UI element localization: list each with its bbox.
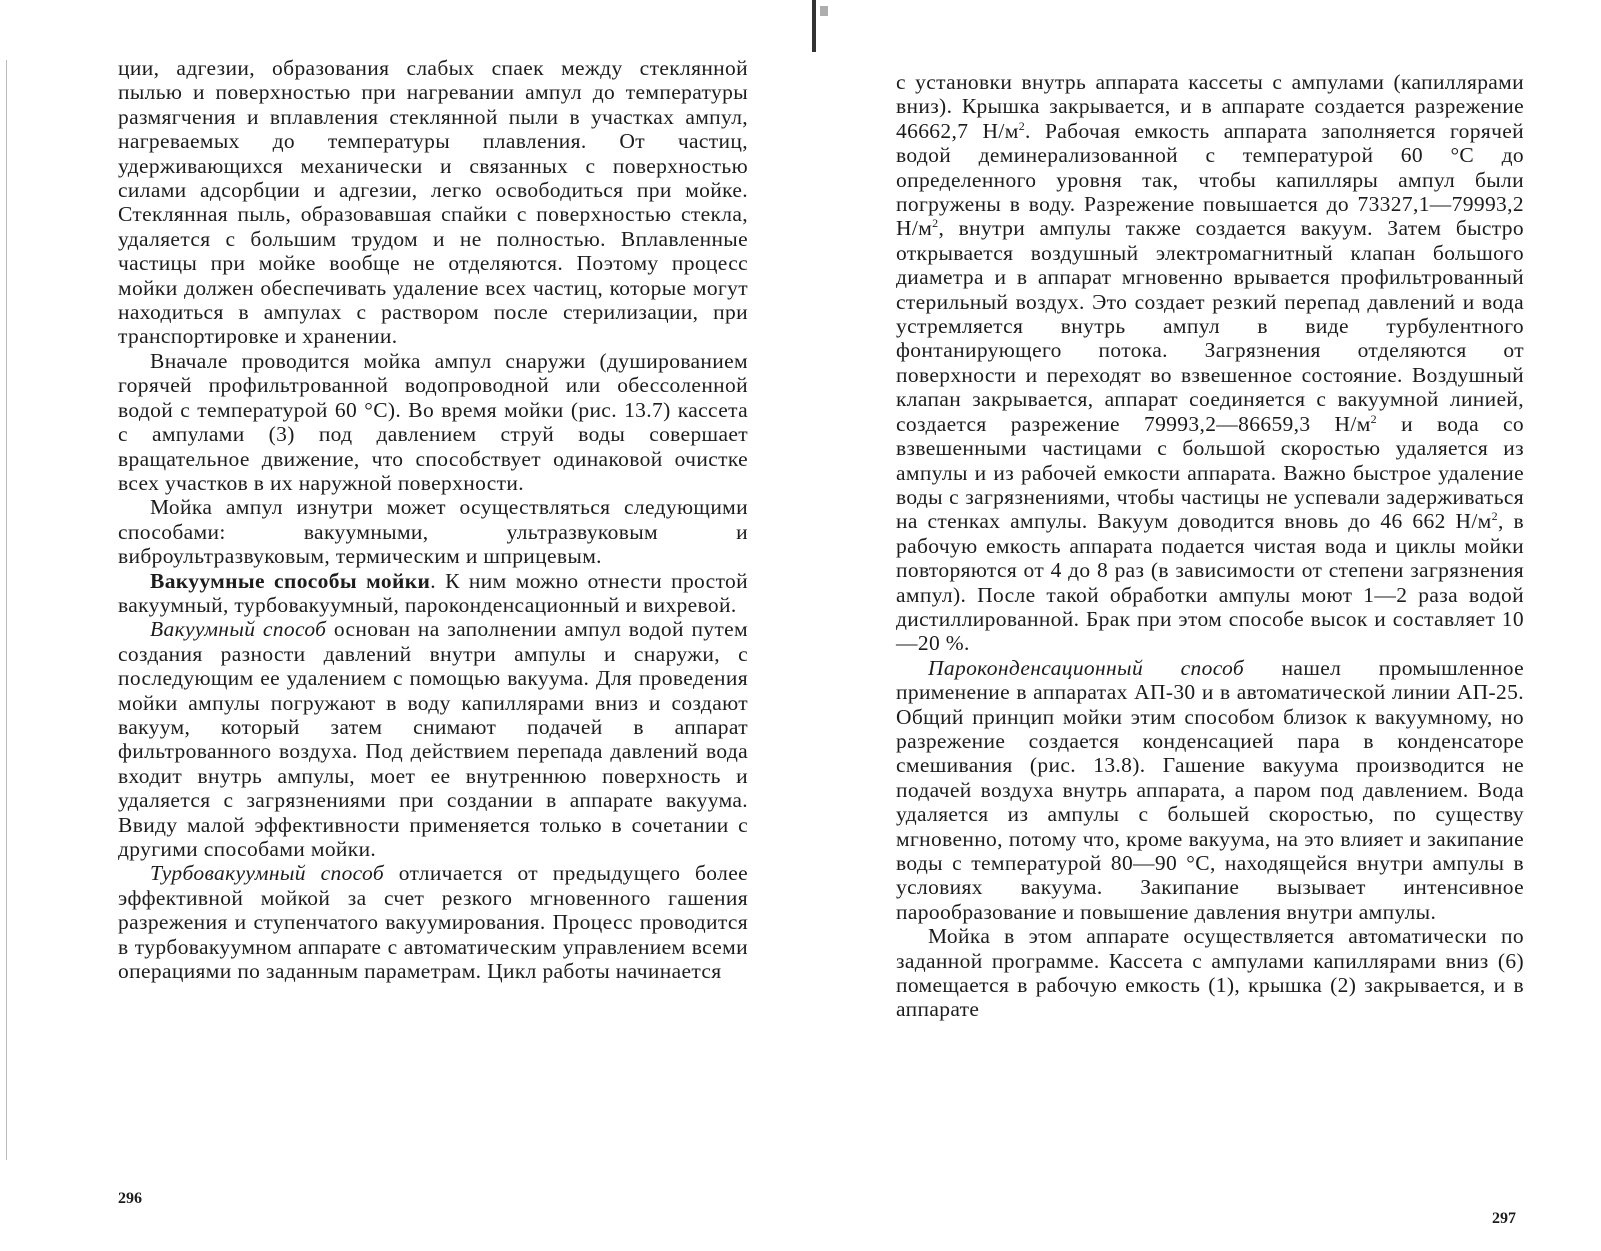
left-paragraph-5 <box>118 617 748 861</box>
superscript: 2 <box>932 216 939 231</box>
term-turbovacuum-method: Турбовакуумный способ <box>150 861 385 886</box>
left-paragraph-6 <box>118 861 748 983</box>
left-paragraph-5-text: основан на заполнении ампул водой путем создания разности давлений внутри ампулы и снаружи, с последующим ее удалением с помощью вакуума. Для проведения мойки ампулы погружают в воду капиллярами вниз и создают вакуум, который затем снимают подачей в аппарат фильтрованного воздуха. Под действием перепада давлений вода входит внутрь ампулы, моет ее внутреннюю поверхность и удаляется с загрязнениями при создании в аппарате вакуума. Ввиду малой эффективности применяется только в сочетании с другими способами мойки. <box>118 617 749 861</box>
right-p1-part-1: с установки внутрь аппарата кассеты с ампулами (капиллярами вниз). Крышка закрывается, и в аппарате создается разрежение 46662,7 Н/м <box>896 70 1524 143</box>
left-paragraph-2: Вначале проводится мойка ампул снаружи (душированием горячей профильтрованной водопроводной или обессоленной водой с температурой 60 °С). Во время мойки (рис. 13.7) кассета с ампулами (3) под давлением струй воды совершает вращательное движение, что способствует одинаковой очистке всех участков в их наружной поверхности. <box>118 348 748 495</box>
right-p1-part-5: , в рабочую емкость аппарата подается чистая вода и циклы мойки повторяются от 4 до 8 раз (в зависимости от степени загрязнения ампул). После такой обработки ампулы моют 1—2 раза водой дистиллированной. Брак при этом способе высок и составляет 10—20 %. <box>896 509 1525 656</box>
superscript: 2 <box>1018 118 1026 133</box>
left-paragraph-4-text: . К ним можно отнести простой вакуумный, турбовакуумный, пароконденсационный и вихревой. <box>118 568 748 617</box>
section-heading-vacuum-methods: Вакуумные способы мойки <box>150 568 431 593</box>
term-vacuum-method: Вакуумный способ <box>150 617 327 642</box>
page-edge-shadow <box>6 60 7 1160</box>
left-paragraph-3: Мойка ампул изнутри может осуществляться следующими способами: вакуумными, ультразвуковым и виброультразвуковым, термическим и шприцевым. <box>118 495 748 569</box>
left-paragraph-4 <box>118 569 748 618</box>
left-page <box>118 56 748 983</box>
right-paragraph-2-text: нашел промышленное применение в аппаратах АП-30 и в автоматической линии АП-25. Общий принцип мойки этим способом близок к вакуумному, но разрежение создается конденсацией пара в конденсаторе смешивания (рис. 13.8). Гашение вакуума производится не подачей воздуха внутрь аппарата, а паром под давлением. Вода удаляется из ампулы с большей скоростью, по существу мгновенно, потому что, кроме вакуума, на это влияет и закипание воды с температурой 80—90 °С, находящейся внутри ампулы в условиях вакуума. Закипание вызывает интенсивное парообразование и повышение давления внутри ампулы. <box>896 655 1524 924</box>
right-paragraph-1 <box>896 70 1524 656</box>
right-paragraph-2 <box>896 656 1524 924</box>
page-number-right: 297 <box>1492 1210 1516 1227</box>
right-p1-part-2: . Рабочая емкость аппарата заполняется горячей водой деминерализованной с температурой 60 °С до определенного уровня так, чтобы капилляры ампул были погружены в воду. Разрежение повышается до 73327,1—79993,2 Н/м <box>896 118 1524 241</box>
right-p1-part-4: и вода со взвешенными частицами с большой скоростью удаляется из ампулы и из рабочей емкости аппарата. Важно быстрое удаление воды с загрязнениями, чтобы частицы не успевали задерживаться на стенках ампулы. Вакуум доводится вновь до 46 662 Н/м <box>896 411 1524 534</box>
superscript: 2 <box>1370 411 1378 426</box>
right-p1-part-3: , внутри ампулы также создается вакуум. Затем быстро открывается воздушный электромагнитный клапан большого диаметра и в аппарат мгновенно врывается профильтрованный стерильный воздух. Это создает резкий перепад давлений и вода устремляется внутрь ампул в виде турбулентного фонтанирующего потока. Загрязнения отделяются от поверхности и переходят во взвешенное состояние. Воздушный клапан закрывается, аппарат соединяется с вакуумной линией, создается разрежение 79993,2—86659,3 Н/м <box>896 216 1524 436</box>
gutter-mark <box>812 0 816 52</box>
right-page <box>896 70 1524 1022</box>
page-number-left: 296 <box>118 1190 142 1207</box>
gutter-speck <box>820 6 828 16</box>
right-paragraph-3: Мойка в этом аппарате осуществляется автоматически по заданной программе. Кассета с ампулами капиллярами вниз (6) помещается в рабочую емкость (1), крышка (2) закрывается, и в аппарате <box>896 924 1524 1022</box>
left-paragraph-1: ции, адгезии, образования слабых спаек между стеклянной пылью и поверхностью при нагревании ампул до температуры размягчения и вплавления стеклянной пыли в участках ампул, нагреваемых до температуры плавления. От частиц, удерживающихся механически и связанных с поверхностью силами адсорбции и адгезии, легко освободиться при мойке. Стеклянная пыль, образовавшая спайки с поверхностью стекла, удаляется с большим трудом и не полностью. Вплавленные частицы при мойке вообще не отделяются. Поэтому процесс мойки должен обеспечивать удаление всех частиц, которые могут находиться в ампулах с раствором после стерилизации, при транспортировке и хранении. <box>118 56 748 349</box>
term-steam-condensation-method: Пароконденсационный способ <box>928 655 1245 680</box>
left-paragraph-6-text: отличается от предыдущего более эффективной мойкой за счет резкого мгновенного гашения разрежения и ступенчатого вакуумирования. Процесс проводится в турбовакуумном аппарате с автоматическим управлением всеми операциями по заданным параметрам. Цикл работы начинается <box>118 861 748 984</box>
superscript: 2 <box>1491 509 1498 524</box>
